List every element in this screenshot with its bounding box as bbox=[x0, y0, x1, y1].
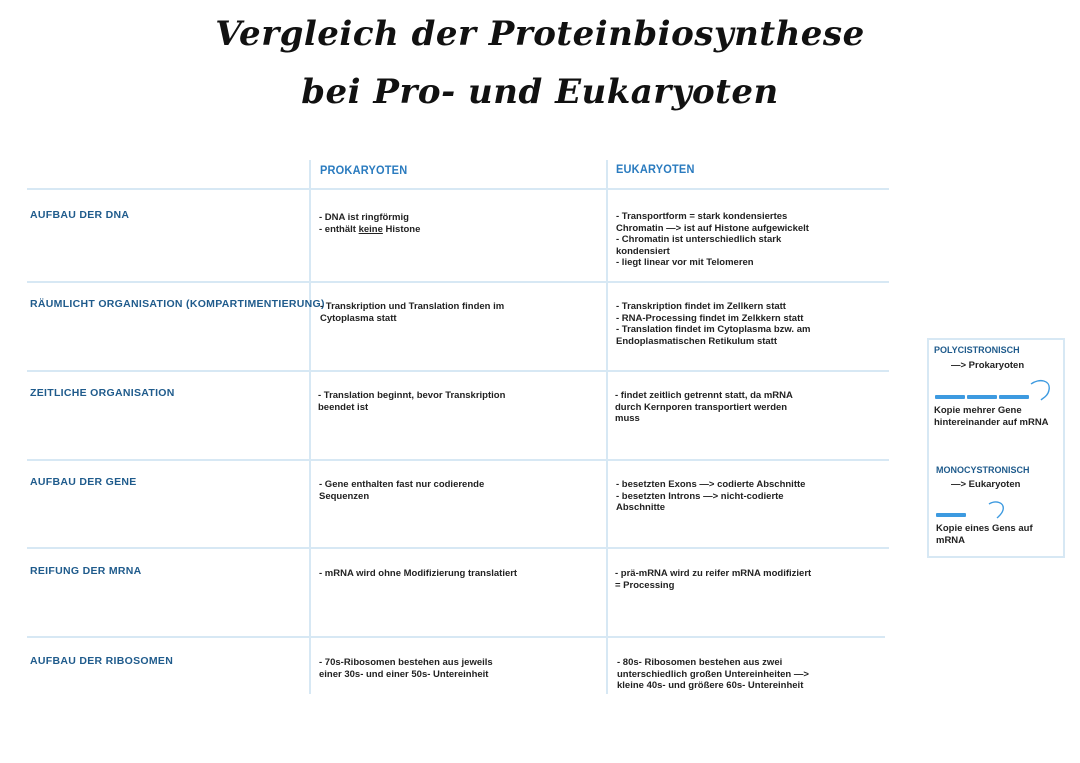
cell-eu-dna bbox=[616, 211, 809, 269]
text-line: Cytoplasma statt bbox=[320, 312, 397, 324]
text-line: kondensiert bbox=[616, 245, 670, 257]
row-label-mrna: REIFUNG DER MRNA bbox=[30, 565, 142, 577]
page-title-line1: Vergleich der Proteinbiosynthese bbox=[215, 14, 865, 54]
text-line: - enthält keine Histone bbox=[319, 223, 421, 235]
polycistronisch-heading: POLYCISTRONISCH bbox=[934, 345, 1020, 355]
row-label-zeitliche-organisation: ZEITLICHE ORGANISATION bbox=[30, 387, 175, 399]
text-line: Abschnitte bbox=[616, 502, 666, 513]
page-title-line2: bei Pro- und Eukaryoten bbox=[301, 72, 779, 112]
cell-eu-ribosomen bbox=[617, 657, 809, 692]
monocystronisch-heading: MONOCYSTRONISCH bbox=[936, 465, 1030, 475]
row-label-gene: AUFBAU DER GENE bbox=[30, 476, 137, 488]
cell-pro-raeumliche-organisation bbox=[320, 301, 504, 324]
cell-eu-mrna bbox=[615, 568, 811, 591]
gene-bar-1 bbox=[935, 395, 965, 399]
curved-arrow-icon bbox=[987, 500, 1009, 520]
row-label-raeumliche-organisation: RÄUMLICHT ORGANISATION (KOMPARTIMENTIERUNG) bbox=[30, 298, 325, 310]
text-line: Endoplasmatischen Retikulum statt bbox=[616, 335, 778, 347]
text-line: - besetzten Introns —> nicht-codierte bbox=[616, 490, 784, 502]
text-line: - Translation findet im Cytoplasma bzw. am bbox=[616, 324, 811, 335]
text-line: Kopie eines Gens auf bbox=[936, 523, 1033, 534]
text-line: - DNA ist ringförmig bbox=[319, 212, 409, 223]
polycistronisch-arrow-text: —> Prokaryoten bbox=[951, 360, 1025, 371]
text-line: - besetzten Exons —> codierte Abschnitte bbox=[616, 479, 806, 490]
row-label-dna: AUFBAU DER DNA bbox=[30, 209, 130, 221]
row-divider-header bbox=[27, 188, 889, 190]
text-line: einer 30s- und einer 50s- Untereinheit bbox=[319, 668, 489, 680]
text-line: - findet zeitlich getrennt statt, da mRNA bbox=[615, 390, 793, 401]
text-line: durch Kernporen transportiert werden bbox=[615, 401, 788, 413]
row-label-ribosomen: AUFBAU DER RIBOSOMEN bbox=[30, 655, 174, 667]
column-divider-1 bbox=[309, 160, 311, 694]
cistron-legend-box bbox=[927, 338, 1065, 558]
text-line: hintereinander auf mRNA bbox=[934, 416, 1049, 428]
text-line: - liegt linear vor mit Telomeren bbox=[616, 257, 754, 268]
text-line: Sequenzen bbox=[319, 490, 370, 502]
row-divider-2 bbox=[27, 370, 889, 372]
text-line: unterschiedlich großen Untereinheiten —> bbox=[617, 668, 809, 680]
text-line: - Gene enthalten fast nur codierende bbox=[319, 479, 485, 490]
cell-pro-zeitliche-organisation bbox=[318, 390, 505, 413]
text-line: - Translation beginnt, bevor Transkription bbox=[318, 390, 506, 401]
text-line: - 80s- Ribosomen bestehen aus zwei bbox=[617, 657, 783, 668]
text-line: mRNA bbox=[936, 534, 966, 546]
row-divider-5 bbox=[27, 636, 885, 638]
cell-pro-dna bbox=[319, 212, 420, 235]
curved-arrow-icon bbox=[1029, 378, 1053, 404]
gene-bar-2 bbox=[967, 395, 997, 399]
cell-pro-gene bbox=[319, 479, 484, 502]
cell-eu-gene bbox=[616, 479, 805, 514]
text-line: - 70s-Ribosomen bestehen aus jeweils bbox=[319, 657, 493, 668]
monocystronisch-arrow-text: —> Eukaryoten bbox=[951, 479, 1021, 490]
monocystronisch-description bbox=[936, 523, 1033, 546]
text-line: beendet ist bbox=[318, 401, 369, 413]
text-line: = Processing bbox=[615, 579, 675, 591]
column-header-eukaryoten: EUKARYOTEN bbox=[616, 163, 695, 177]
column-divider-2 bbox=[606, 160, 608, 694]
text-line: - Transportform = stark kondensiertes bbox=[616, 211, 788, 222]
text-line: Chromatin —> ist auf Histone aufgewickelt bbox=[616, 222, 809, 234]
text-line: - Chromatin ist unterschiedlich stark bbox=[616, 234, 782, 245]
text-line: - mRNA wird ohne Modifizierung translatiert bbox=[319, 568, 518, 579]
cell-pro-mrna bbox=[319, 568, 517, 580]
row-divider-3 bbox=[27, 459, 889, 461]
gene-bar-single bbox=[936, 513, 966, 517]
text-line: muss bbox=[615, 413, 640, 424]
column-header-prokaryoten: PROKARYOTEN bbox=[320, 164, 408, 178]
text-line: - Transkription und Translation finden im bbox=[320, 301, 505, 312]
text-line: kleine 40s- und größere 60s- Untereinheit bbox=[617, 680, 804, 691]
gene-bar-3 bbox=[999, 395, 1029, 399]
polycistronisch-description bbox=[934, 405, 1049, 428]
cell-eu-raeumliche-organisation bbox=[616, 301, 810, 347]
text-line: - Transkription findet im Zellkern statt bbox=[616, 301, 786, 312]
row-divider-1 bbox=[27, 281, 889, 283]
cell-pro-ribosomen bbox=[319, 657, 493, 680]
cell-eu-zeitliche-organisation bbox=[615, 390, 793, 425]
text-line: - prä-mRNA wird zu reifer mRNA modifiziert bbox=[615, 568, 812, 579]
text-line: Kopie mehrer Gene bbox=[934, 405, 1022, 416]
row-divider-4 bbox=[27, 547, 889, 549]
text-line: - RNA-Processing findet im Zelkkern statt bbox=[616, 312, 804, 324]
